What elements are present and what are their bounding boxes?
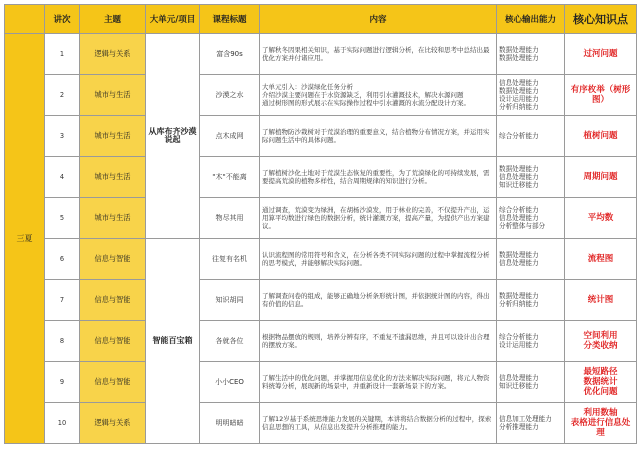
topic-cell: 城市与生活 bbox=[80, 75, 146, 116]
topic-cell: 城市与生活 bbox=[80, 116, 146, 157]
ability-cell: 综合分析能力 信息处理能力 分析整体与部分 bbox=[497, 198, 565, 239]
curriculum-table bbox=[4, 4, 637, 444]
lesson-number: 4 bbox=[45, 157, 80, 198]
content-cell: 了解生活中的优化问题，并掌握用信息优化的方法来解决实际问题，将元人物资料统筹分析，展现新的场景中，并重新设计一套新场景下的方案。 bbox=[260, 362, 497, 403]
topic-cell: 信息与智能 bbox=[80, 362, 146, 403]
header-unit: 大单元/项目 bbox=[146, 5, 200, 34]
course-title: 沙漠之水 bbox=[200, 75, 260, 116]
key-point-cell: 统计图 bbox=[565, 280, 637, 321]
unit-cell: 智能百宝箱 bbox=[146, 239, 200, 444]
content-cell: 了解植树沙化土地对于荒漠生态恢复的重要性，为了荒漠绿化的可持续发展，需要提高荒漠的植物多样性，结合周期规律的知识进行分析。 bbox=[260, 157, 497, 198]
content-cell: 认识流程图的常用符号和含义，在分析各类不同实际问题的过程中掌握流程分析的思考模式，并能够解决实际问题。 bbox=[260, 239, 497, 280]
key-point-cell: 最短路径 数据统计 优化问题 bbox=[565, 362, 637, 403]
key-point-cell: 周期问题 bbox=[565, 157, 637, 198]
lesson-number: 8 bbox=[45, 321, 80, 362]
table-row bbox=[5, 116, 637, 157]
lesson-number: 10 bbox=[45, 403, 80, 444]
table-row bbox=[5, 321, 637, 362]
ability-cell: 数据处理能力 分析归纳能力 bbox=[497, 280, 565, 321]
table-row bbox=[5, 157, 637, 198]
course-title: 往复有名机 bbox=[200, 239, 260, 280]
table-row bbox=[5, 198, 637, 239]
key-point-cell: 空间利用 分类收纳 bbox=[565, 321, 637, 362]
content-cell: 了解调查问卷的组成，能够正确地分析条形统计图，并依据统计图的内容，得出有价值的信息。 bbox=[260, 280, 497, 321]
content-cell: 了解12岁基于系统思维能力发展的关键期，本讲将结合数据分析的过程中，探索信息思想的工具，从信息出发提升分析推理的能力。 bbox=[260, 403, 497, 444]
key-point-cell: 平均数 bbox=[565, 198, 637, 239]
course-title: 明明暗暗 bbox=[200, 403, 260, 444]
lesson-number: 5 bbox=[45, 198, 80, 239]
topic-cell: 城市与生活 bbox=[80, 198, 146, 239]
ability-cell: 数据处理能力 数据处理能力 bbox=[497, 34, 565, 75]
ability-cell: 数据处理能力 信息处理能力 bbox=[497, 239, 565, 280]
header-topic: 主题 bbox=[80, 5, 146, 34]
lesson-number: 6 bbox=[45, 239, 80, 280]
topic-cell: 逻辑与关系 bbox=[80, 403, 146, 444]
course-title: 各就各位 bbox=[200, 321, 260, 362]
header-point: 核心知识点 bbox=[565, 5, 637, 34]
key-point-cell: 有序枚举（树形图） bbox=[565, 75, 637, 116]
topic-cell: 逻辑与关系 bbox=[80, 34, 146, 75]
content-cell: 根据物品摆放的规则，培养分辨有序，不重复不遗漏思维，并且可以设计出合理的摆放方案。 bbox=[260, 321, 497, 362]
lesson-number: 7 bbox=[45, 280, 80, 321]
course-title: "木"不能离 bbox=[200, 157, 260, 198]
unit-cell: 从库布齐沙漠说起 bbox=[146, 34, 200, 239]
course-title: 点木成网 bbox=[200, 116, 260, 157]
header-term bbox=[5, 5, 45, 34]
content-cell: 通过调查，荒漠变为绿洲，在胡杨沙漠发，用于林业的完善，不仅提升产出，运用算平均数进行绿色的数据分析，统计灌溉方案，提高产量，为提供产出方案建议。 bbox=[260, 198, 497, 239]
topic-cell: 信息与智能 bbox=[80, 280, 146, 321]
ability-cell: 信息处理能力 数据处理能力 设计运用能力 分析归纳能力 bbox=[497, 75, 565, 116]
lesson-number: 2 bbox=[45, 75, 80, 116]
topic-cell: 信息与智能 bbox=[80, 321, 146, 362]
key-point-cell: 植树问题 bbox=[565, 116, 637, 157]
header-course: 课程标题 bbox=[200, 5, 260, 34]
ability-cell: 综合分析能力 设计运用能力 bbox=[497, 321, 565, 362]
key-point-cell: 过河问题 bbox=[565, 34, 637, 75]
table-row bbox=[5, 403, 637, 444]
table-row bbox=[5, 34, 637, 75]
lesson-number: 9 bbox=[45, 362, 80, 403]
topic-cell: 信息与智能 bbox=[80, 239, 146, 280]
table-row bbox=[5, 280, 637, 321]
course-title: 富含90s bbox=[200, 34, 260, 75]
table-row bbox=[5, 362, 637, 403]
lesson-number: 3 bbox=[45, 116, 80, 157]
key-point-cell: 利用数轴 表格进行信息处理 bbox=[565, 403, 637, 444]
ability-cell: 数据处理能力 信息处理能力 知识迁移能力 bbox=[497, 157, 565, 198]
content-cell: 了解秋冬因果相关知识，基于实际问题进行逻辑分析，在比较和思考中总结出最优化方案并付诸应用。 bbox=[260, 34, 497, 75]
header-content: 内容 bbox=[260, 5, 497, 34]
course-title: 小小CEO bbox=[200, 362, 260, 403]
ability-cell: 综合分析能力 bbox=[497, 116, 565, 157]
ability-cell: 信息处理能力 知识迁移能力 bbox=[497, 362, 565, 403]
header-lesson: 讲次 bbox=[45, 5, 80, 34]
course-title: 知识胡同 bbox=[200, 280, 260, 321]
table-row bbox=[5, 75, 637, 116]
header-ability: 核心输出能力 bbox=[497, 5, 565, 34]
lesson-number: 1 bbox=[45, 34, 80, 75]
table-row bbox=[5, 239, 637, 280]
content-cell: 大单元引入：沙漠绿化任务分析 介绍沙漠主要问题在于水资源缺乏，利用引水灌溉技术，解决水源问题 通过树形图的形式展示在实际操作过程中引水灌溉的水流分配设计方案。 bbox=[260, 75, 497, 116]
term-cell: 三夏 bbox=[5, 34, 45, 444]
key-point-cell: 流程图 bbox=[565, 239, 637, 280]
content-cell: 了解植物防沙栽树对于荒漠治理的重要意义，结合植物分布情况方案，并运用实际问题生活中的具体问题。 bbox=[260, 116, 497, 157]
header-row bbox=[5, 5, 637, 34]
topic-cell: 城市与生活 bbox=[80, 157, 146, 198]
course-title: 物尽其用 bbox=[200, 198, 260, 239]
ability-cell: 信息加工处理能力 分析推理能力 bbox=[497, 403, 565, 444]
